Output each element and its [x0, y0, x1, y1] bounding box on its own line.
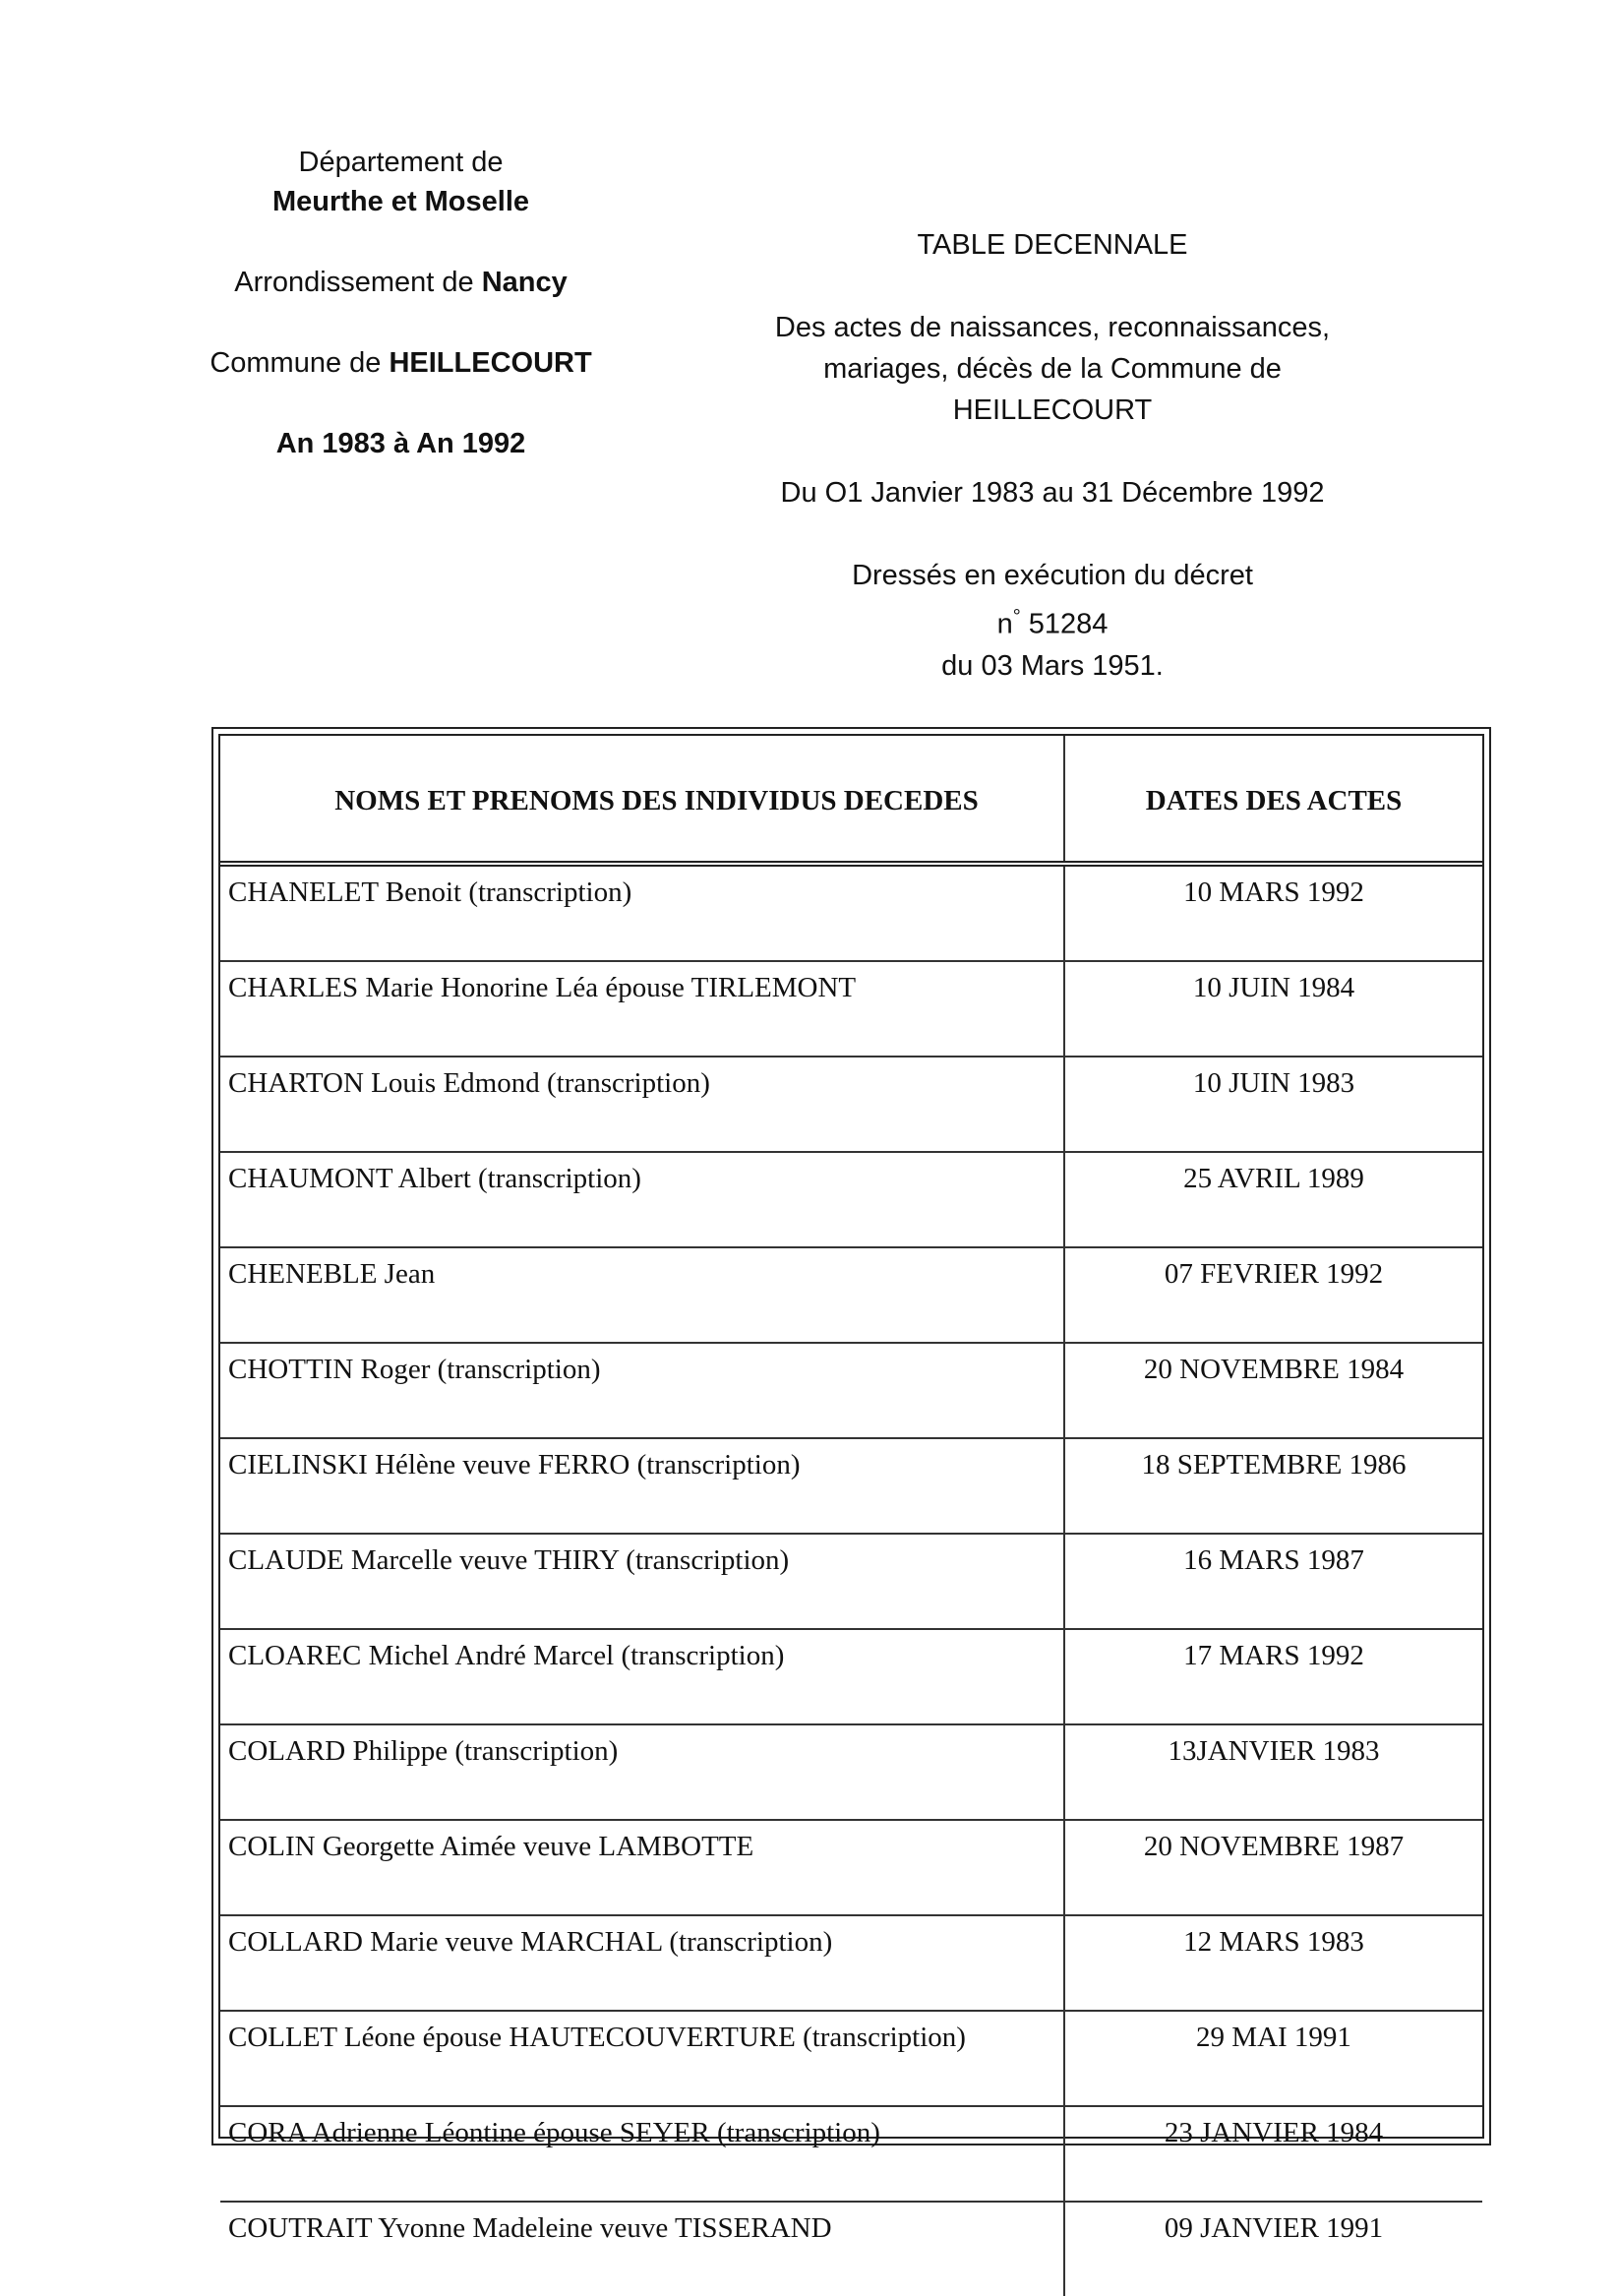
- table-row: [220, 1247, 1482, 1343]
- arrondissement-label: Arrondissement de: [234, 267, 474, 298]
- row-name: CORA Adrienne Léontine épouse SEYER (transcription): [220, 2106, 1064, 2202]
- row-date: 20 NOVEMBRE 1984: [1064, 1343, 1482, 1438]
- column-header-dates: DATES DES ACTES: [1064, 736, 1482, 864]
- row-name: CLOAREC Michel André Marcel (transcription): [220, 1629, 1064, 1724]
- table-row: [220, 1438, 1482, 1534]
- row-date: 09 JANVIER 1991: [1064, 2202, 1482, 2296]
- commune-line: [167, 343, 634, 383]
- decree-date: du 03 Mars 1951.: [941, 649, 1164, 682]
- row-name: CHAUMONT Albert (transcription): [220, 1152, 1064, 1247]
- row-date: 20 NOVEMBRE 1987: [1064, 1820, 1482, 1915]
- description-line-2: mariages, décès de la Commune de: [823, 353, 1282, 385]
- commune-label: Commune de: [210, 347, 382, 379]
- row-name: COUTRAIT Yvonne Madeleine veuve TISSERAND: [220, 2202, 1064, 2296]
- arrondissement-line: [167, 263, 634, 302]
- commune-name: HEILLECOURT: [389, 347, 592, 379]
- table-row: [220, 2106, 1482, 2202]
- date-range: Du O1 Janvier 1983 au 31 Décembre 1992: [780, 477, 1325, 509]
- column-header-names: NOMS ET PRENOMS DES INDIVIDUS DECEDES: [220, 736, 1064, 864]
- row-date: 18 SEPTEMBRE 1986: [1064, 1438, 1482, 1534]
- arrondissement-name: Nancy: [481, 267, 568, 298]
- row-name: CIELINSKI Hélène veuve FERRO (transcription): [220, 1438, 1064, 1534]
- row-date: 13JANVIER 1983: [1064, 1724, 1482, 1820]
- registry-table-inner-frame: [218, 734, 1484, 2244]
- row-date: 10 JUIN 1983: [1064, 1057, 1482, 1152]
- table-row: [220, 1534, 1482, 1629]
- registry-table: [220, 736, 1482, 2296]
- table-row: [220, 1057, 1482, 1152]
- row-name: CHARTON Louis Edmond (transcription): [220, 1057, 1064, 1152]
- row-name: COLLET Léone épouse HAUTECOUVERTURE (transcription): [220, 2011, 1064, 2106]
- table-row: [220, 1724, 1482, 1820]
- table-row: [220, 2202, 1482, 2296]
- row-date: 23 JANVIER 1984: [1064, 2106, 1482, 2202]
- table-row: [220, 1152, 1482, 1247]
- table-row: [220, 864, 1482, 961]
- row-name: CLAUDE Marcelle veuve THIRY (transcription): [220, 1534, 1064, 1629]
- table-row: [220, 1820, 1482, 1915]
- row-date: 25 AVRIL 1989: [1064, 1152, 1482, 1247]
- row-name: CHENEBLE Jean: [220, 1247, 1064, 1343]
- row-date: 10 JUIN 1984: [1064, 961, 1482, 1057]
- row-name: CHOTTIN Roger (transcription): [220, 1343, 1064, 1438]
- row-name: COLIN Georgette Aimée veuve LAMBOTTE: [220, 1820, 1064, 1915]
- row-date: 12 MARS 1983: [1064, 1915, 1482, 2011]
- row-name: COLARD Philippe (transcription): [220, 1724, 1064, 1820]
- table-row: [220, 1915, 1482, 2011]
- document-title-block: [708, 224, 1397, 687]
- row-name: CHARLES Marie Honorine Léa épouse TIRLEMONT: [220, 961, 1064, 1057]
- administrative-header: [167, 143, 634, 463]
- table-row: [220, 2011, 1482, 2106]
- decree-line: Dressés en exécution du décret: [852, 560, 1253, 591]
- row-date: 29 MAI 1991: [1064, 2011, 1482, 2106]
- table-row: [220, 1629, 1482, 1724]
- row-name: CHANELET Benoit (transcription): [220, 864, 1064, 961]
- decree-number-prefix: n: [996, 608, 1013, 640]
- decree-number: [708, 596, 1397, 645]
- row-name: COLLARD Marie veuve MARCHAL (transcription): [220, 1915, 1064, 2011]
- description-line-3: HEILLECOURT: [952, 394, 1153, 426]
- description-line-1: Des actes de naissances, reconnaissances,: [774, 312, 1331, 343]
- row-date: 10 MARS 1992: [1183, 876, 1364, 908]
- departement-label: Département de: [298, 147, 504, 178]
- row-date: 16 MARS 1987: [1064, 1534, 1482, 1629]
- period: An 1983 à An 1992: [275, 428, 526, 459]
- table-header-row: [220, 736, 1482, 864]
- document-title: TABLE DECENNALE: [917, 229, 1188, 261]
- row-date: 17 MARS 1992: [1064, 1629, 1482, 1724]
- registry-table-frame: [211, 727, 1491, 2244]
- table-row: [220, 1343, 1482, 1438]
- decree-number-value: 51284: [1020, 608, 1109, 640]
- row-date: 07 FEVRIER 1992: [1064, 1247, 1482, 1343]
- departement-name: Meurthe et Moselle: [271, 186, 530, 217]
- table-row: [220, 961, 1482, 1057]
- degree-symbol: °: [1012, 606, 1021, 628]
